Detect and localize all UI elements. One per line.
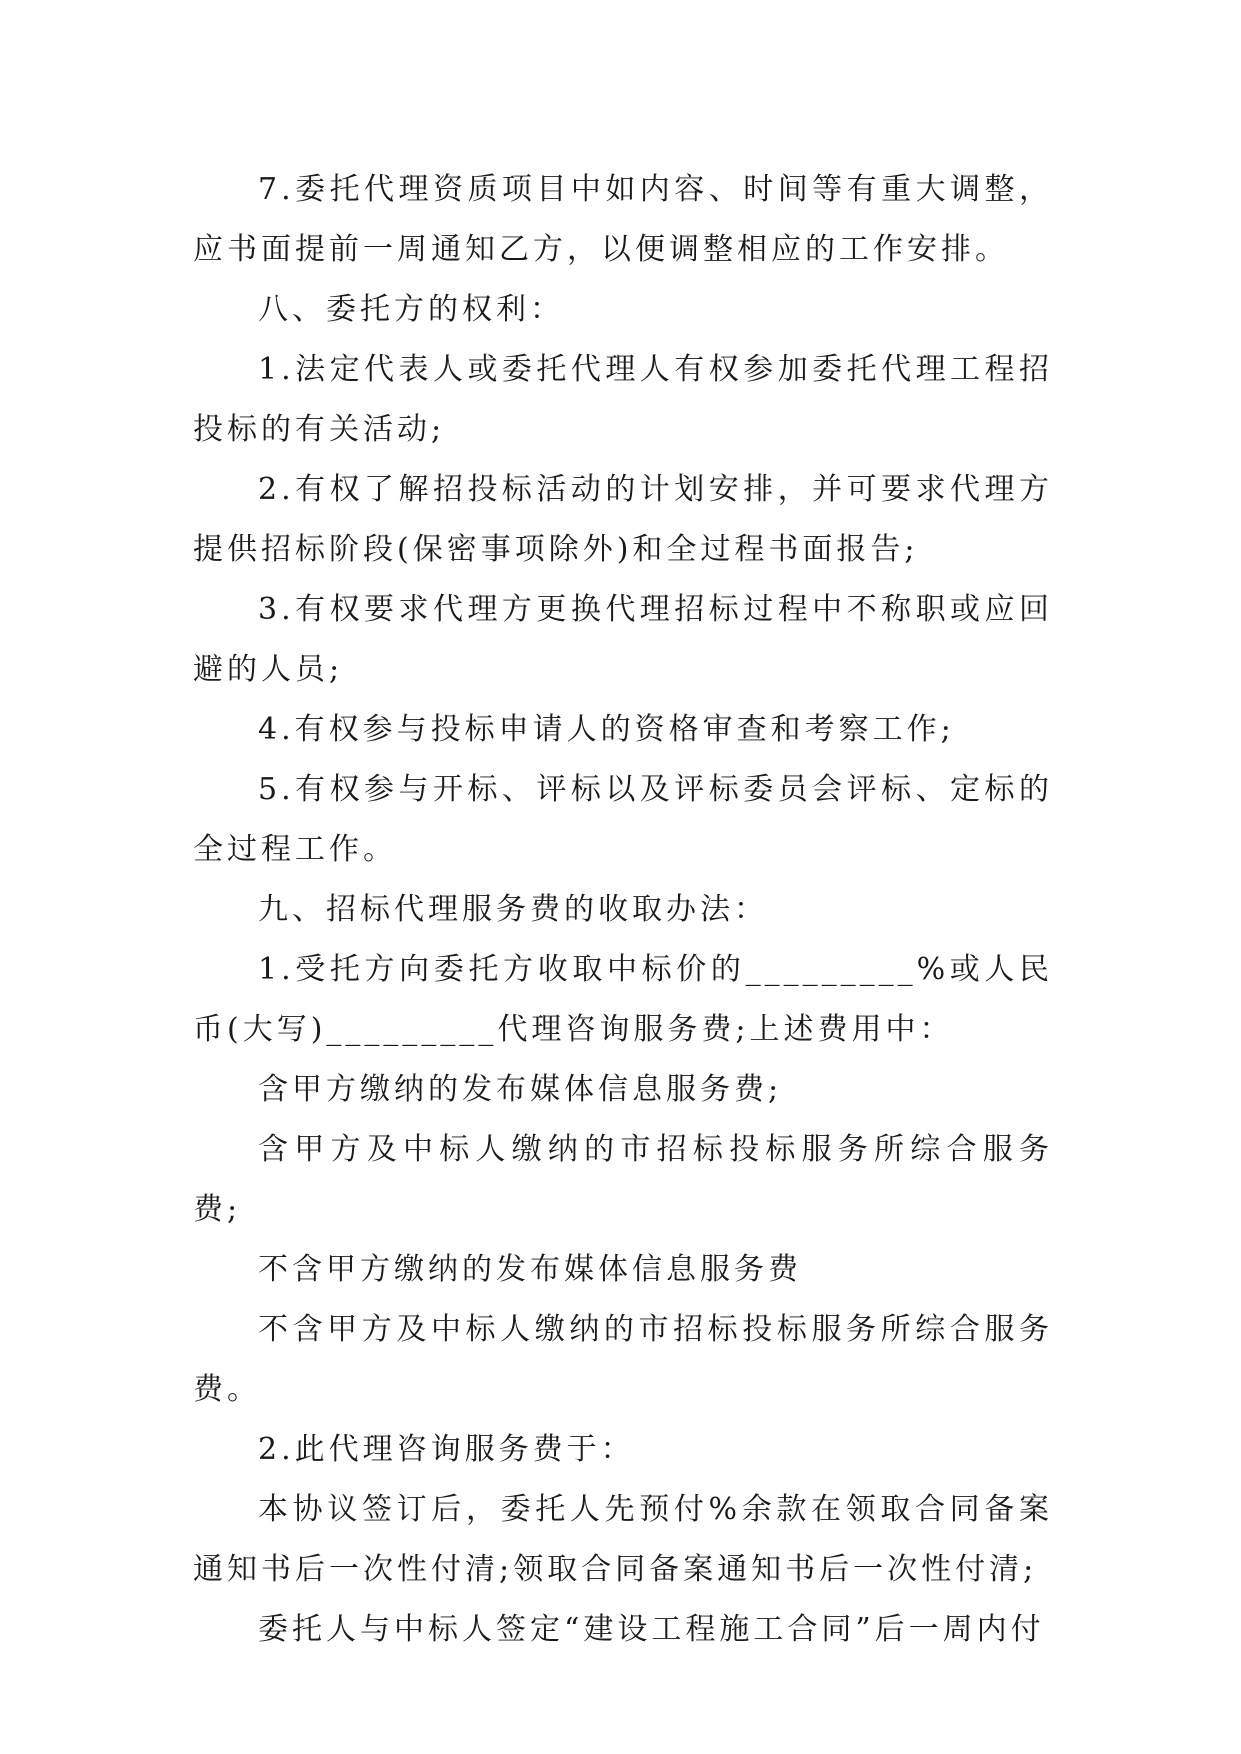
section-heading-9: 九、招标代理服务费的收取办法： (258, 892, 768, 927)
paragraph-fee-option-2: 含甲方及中标人缴纳的市招标投标服务所综合服务费; (193, 1132, 1053, 1227)
paragraph-right-2: 2.有权了解招投标活动的计划安排，并可要求代理方提供招标阶段(保密事项除外)和全过程书面报告; (193, 472, 1053, 567)
paragraph-fee-option-1: 含甲方缴纳的发布媒体信息服务费; (258, 1072, 783, 1107)
paragraph-item-7: 7.委托代理资质项目中如内容、时间等有重大调整，应书面提前一周通知乙方，以便调整相应的工作安排。 (193, 172, 1053, 267)
paragraph-fee-1: 1.受托方向委托方收取中标价的_________%或人民币(大写)_________代理咨询服务费;上述费用中： (193, 952, 1053, 1047)
paragraph-right-4: 4.有权参与投标申请人的资格审查和考察工作; (258, 712, 955, 747)
paragraph-fee-2: 2.此代理咨询服务费于： (258, 1432, 635, 1467)
paragraph-fee-option-4: 不含甲方及中标人缴纳的市招标投标服务所综合服务费。 (193, 1312, 1053, 1407)
paragraph-payment-2: 委托人与中标人签定“建设工程施工合同”后一周内付 (258, 1612, 1045, 1647)
paragraph-fee-option-3: 不含甲方缴纳的发布媒体信息服务费 (258, 1252, 802, 1287)
paragraph-payment-1: 本协议签订后，委托人先预付%余款在领取合同备案通知书后一次性付清;领取合同备案通知书后一次性付清; (193, 1492, 1053, 1587)
section-heading-8: 八、委托方的权利： (258, 292, 564, 327)
paragraph-right-5: 5.有权参与开标、评标以及评标委员会评标、定标的全过程工作。 (193, 772, 1053, 867)
paragraph-right-3: 3.有权要求代理方更换代理招标过程中不称职或应回避的人员; (193, 592, 1053, 687)
document-body (193, 160, 1053, 1660)
paragraph-right-1: 1.法定代表人或委托代理人有权参加委托代理工程招投标的有关活动; (193, 352, 1053, 447)
